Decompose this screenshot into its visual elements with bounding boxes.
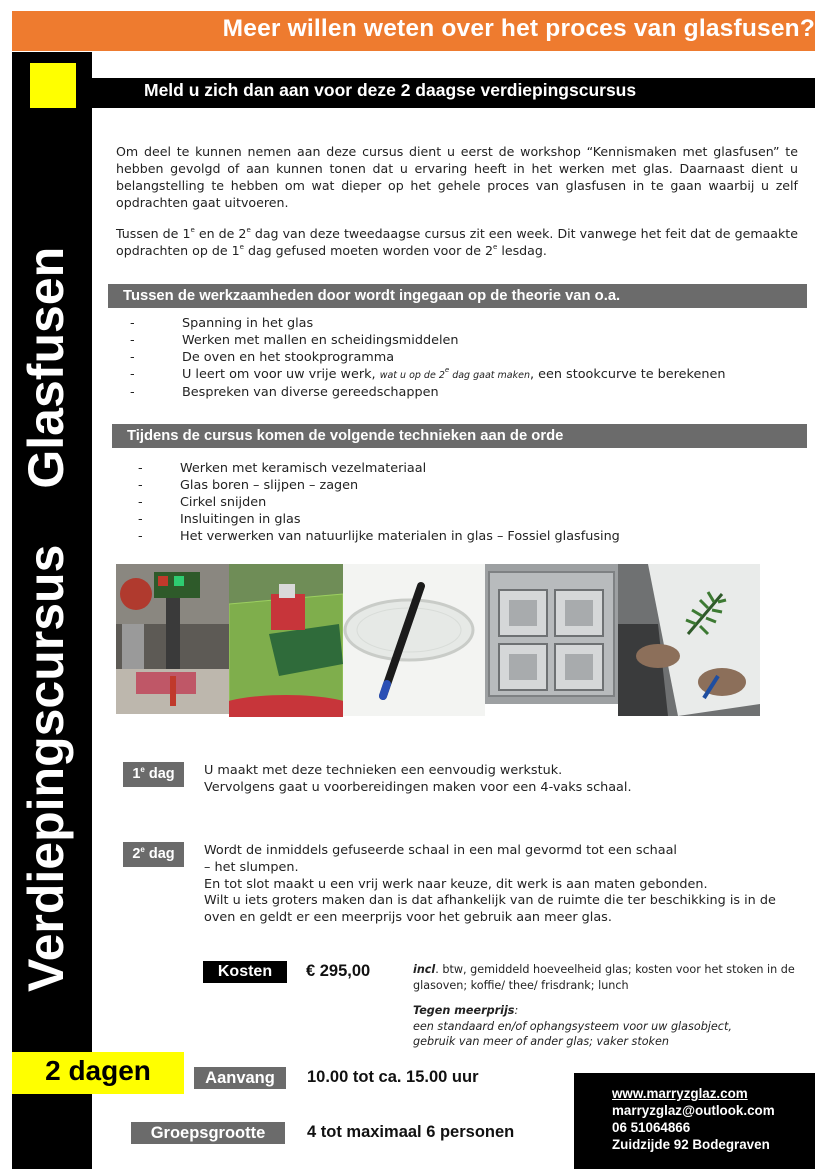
subtitle-bar <box>92 78 815 108</box>
start-label: Aanvang <box>194 1067 286 1089</box>
costs-value: € 295,00 <box>306 962 371 980</box>
vertical-title <box>14 140 78 1000</box>
four-compartment-mold-photo <box>485 564 618 704</box>
day-1-badge: 1e dag <box>123 762 184 787</box>
list-item: - Werken met mallen en scheidingsmiddelen <box>130 332 459 348</box>
list-item: - Spanning in het glas <box>130 316 314 331</box>
duration-label: 2 dagen <box>45 1055 151 1086</box>
street-address: Zuidzijde 92 Bodegraven <box>612 1137 770 1152</box>
page-title: Meer willen weten over het proces van glasfusen? <box>222 15 815 42</box>
list-item: - Het verwerken van natuurlijke materialen in glas – Fossiel glasfusing <box>138 528 620 544</box>
top-banner <box>12 11 815 51</box>
yellow-accent-square <box>30 63 76 108</box>
list-item: - De oven en het stookprogramma <box>130 349 395 365</box>
costs-extra: Tegen meerprijs: een standaard en/of ophangsysteem voor uw glasobject, gebruik van meer of ander glas; vaker stoken <box>413 1004 732 1048</box>
techniques-list <box>138 461 620 546</box>
day-2-badge: 2e dag <box>123 842 184 867</box>
costs-label: Kosten <box>203 961 287 983</box>
list-item: - Insluitingen in glas <box>138 511 301 527</box>
vertical-title-word-1: Verdiepingscursus <box>18 544 74 992</box>
list-item: - Cirkel snijden <box>138 494 267 510</box>
theory-list <box>130 316 725 402</box>
group-size-label: Groepsgrootte <box>131 1122 285 1144</box>
list-item: - Glas boren – slijpen – zagen <box>138 477 359 493</box>
list-item: - Werken met keramisch vezelmateriaal <box>138 461 427 476</box>
day-1-description: U maakt met deze technieken een eenvoudig werkstuk. Vervolgens gaat u voorbereidingen maken voor een 4-vaks schaal. <box>204 763 632 795</box>
costs-included: incl. btw, gemiddeld hoeveelheid glas; kosten voor het stoken in de glasoven; koffie/ thee/ frisdrank; lunch <box>413 963 795 992</box>
subtitle: Meld u zich dan aan voor deze 2 daagse verdiepingscursus <box>144 80 637 100</box>
duration-badge <box>12 1052 184 1094</box>
intro-paragraph-1: Om deel te kunnen nemen aan deze cursus dient u eerst de workshop “Kennismaken met glasfusen” te hebben gevolgd of aan kunnen tonen dat u ervaring heeft in het werken met glas. Daarnaast dient u belangstelling te hebben om wat dieper op het gehele proces van glasfusen in te gaan waarbij u zelf opdrachten gaat uitvoeren. <box>116 144 798 210</box>
drill-press-photo <box>116 564 229 714</box>
intro-text <box>116 143 798 259</box>
intro-paragraph-2: Tussen de 1e en de 2e dag van deze tweedaagse cursus zit een week. Dit vanwege het feit dat de gemaakte opdrachten op de 1e dag gefused moeten worden voor de 2e lesdag. <box>116 226 798 258</box>
techniques-heading: Tijdens de cursus komen de volgende technieken aan de orde <box>112 424 807 448</box>
list-item: - U leert om voor uw vrije werk, wat u op de 2e dag gaat maken, een stookcurve te berekenen <box>130 365 726 382</box>
theory-heading: Tussen de werkzaamheden door wordt ingegaan op de theorie van o.a. <box>108 284 807 308</box>
vertical-title-word-2: Glasfusen <box>18 246 74 489</box>
glass-circle-and-pen-photo <box>343 564 485 716</box>
group-size-value: 4 tot maximaal 6 personen <box>307 1123 515 1141</box>
day-2-description: Wordt de inmiddels gefuseerde schaal in een mal gevormd tot een schaal – het slumpen. En tot slot maakt u een vrij werk naar keuze, dit werk is aan maten gebonden. Wilt u iets groters maken dan is dat afhankelijk van de ruimte die ter beschikking is in de oven en geldt er een meerprijs voor het gebruik aan meer glas. <box>204 843 776 926</box>
email-address[interactable]: marryzglaz@outlook.com <box>612 1103 775 1118</box>
list-item: - Bespreken van diverse gereedschappen <box>130 384 439 400</box>
glass-saw-photo <box>229 564 343 717</box>
phone-number: 06 51064866 <box>612 1120 691 1135</box>
contact-box <box>574 1073 815 1169</box>
fern-fossil-glass-photo <box>618 564 760 716</box>
start-value: 10.00 tot ca. 15.00 uur <box>307 1068 479 1086</box>
website-link[interactable]: www.marryzglaz.com <box>612 1086 748 1101</box>
